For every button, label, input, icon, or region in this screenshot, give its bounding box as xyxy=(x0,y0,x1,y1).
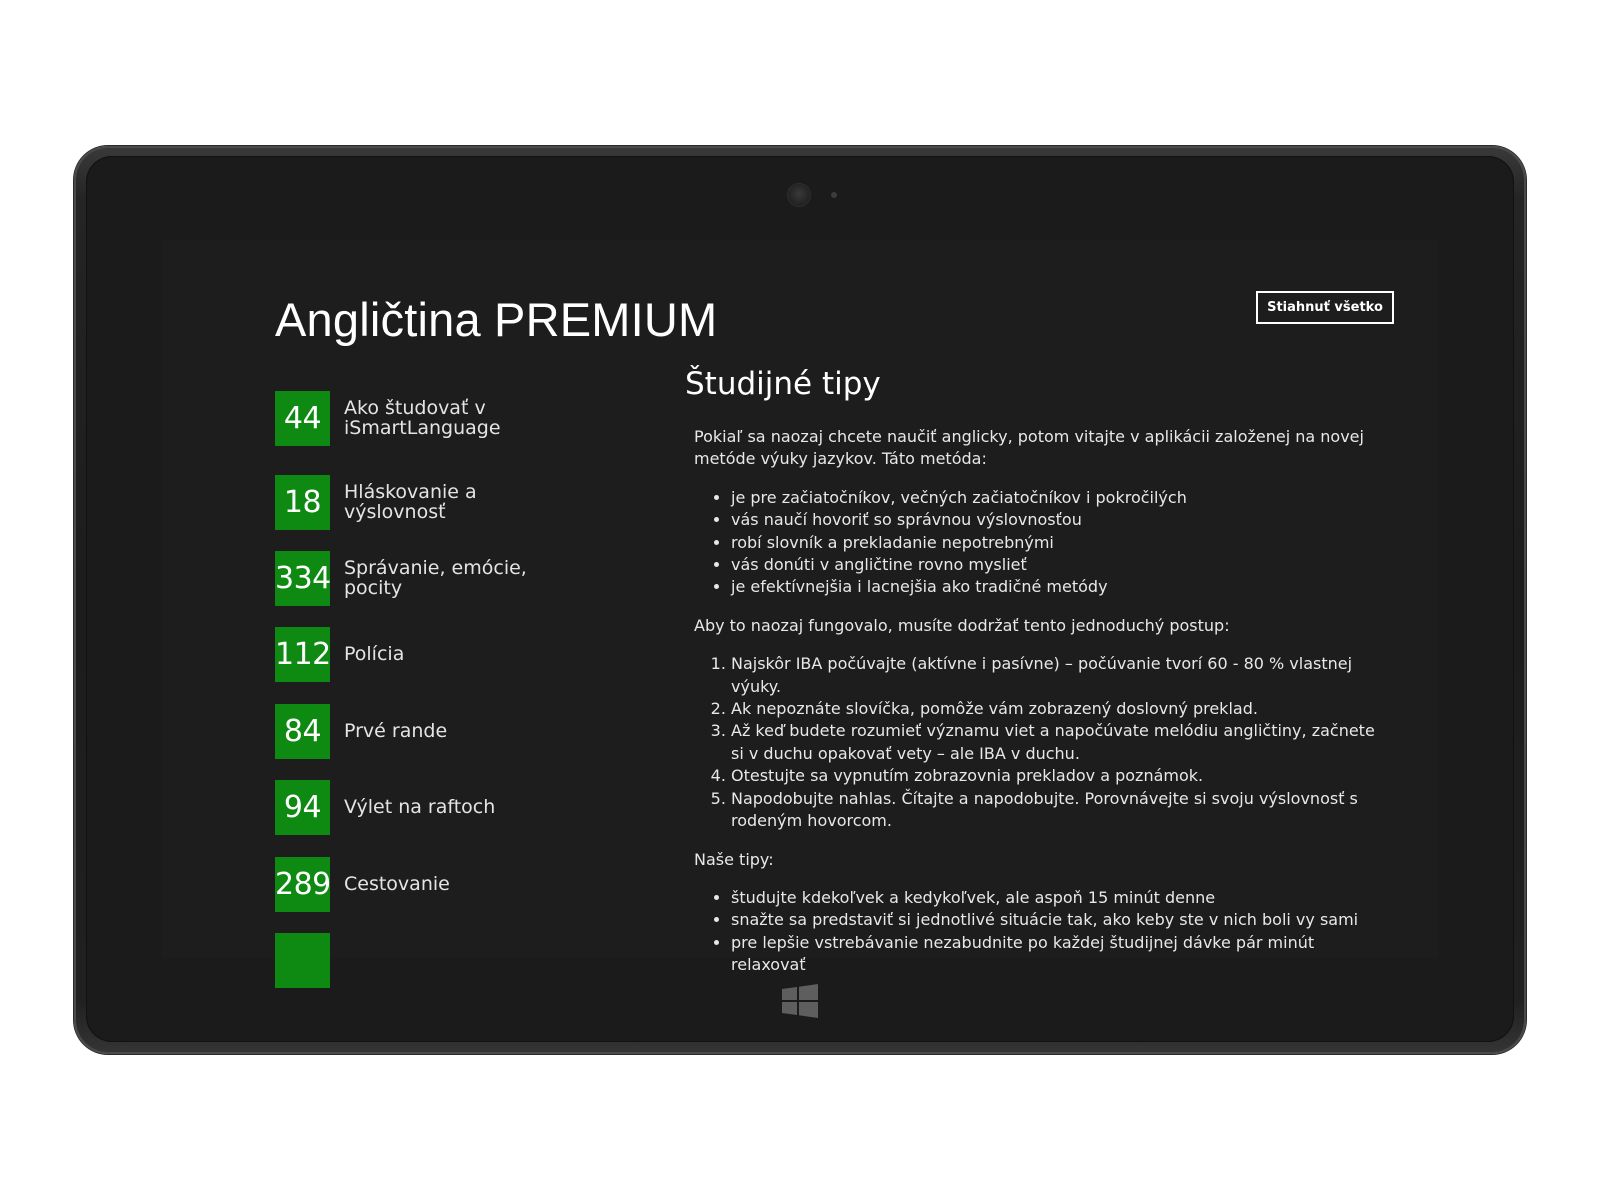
procedure-intro: Aby to naozaj fungovalo, musíte dodržať tento jednoduchý postup: xyxy=(694,615,1230,635)
download-all-button[interactable]: Stiahnuť všetko xyxy=(1256,291,1394,324)
list-item: • robí slovník a prekladanie nepotrebnými xyxy=(731,532,1375,554)
lesson-count-tile: 112 xyxy=(275,627,330,682)
procedure-steps-list xyxy=(694,653,1375,832)
list-item: • je pre začiatočníkov, večných začiatočníkov i pokročilých xyxy=(731,487,1375,509)
lesson-item[interactable] xyxy=(275,703,447,759)
list-item: 1. Najskôr IBA počúvajte (aktívne i pasívne) – počúvanie tvorí 60 - 80 % vlastnej výuky. xyxy=(731,653,1375,698)
lesson-item[interactable] xyxy=(275,550,574,606)
our-tips-list xyxy=(694,887,1375,977)
lesson-item[interactable] xyxy=(275,390,574,446)
study-tips-panel xyxy=(685,366,1375,993)
lesson-name: Výlet na raftoch xyxy=(344,796,496,818)
lesson-count-tile: 44 xyxy=(275,391,330,446)
list-item: • študujte kdekoľvek a kedykoľvek, ale aspoň 15 minút denne xyxy=(731,887,1375,909)
tips-intro: Pokiaľ sa naozaj chcete naučiť anglicky, potom vitajte v aplikácii založenej na novej metóde výuky jazykov. Táto metóda: xyxy=(694,427,1364,469)
lesson-item[interactable] xyxy=(275,856,450,912)
lesson-count-tile: 84 xyxy=(275,704,330,759)
lesson-count-tile: 18 xyxy=(275,475,330,530)
windows-logo-icon[interactable] xyxy=(782,984,818,1018)
lesson-name: Cestovanie xyxy=(344,873,450,895)
lesson-item[interactable] xyxy=(275,626,404,682)
lesson-item-partial[interactable] xyxy=(275,932,330,988)
light-sensor xyxy=(831,192,837,198)
lesson-count-tile xyxy=(275,933,330,988)
list-item: 4. Otestujte sa vypnutím zobrazovnia prekladov a poznámok. xyxy=(731,765,1375,787)
lesson-name: Správanie, emócie, pocity xyxy=(344,557,527,599)
app-screen xyxy=(162,240,1438,975)
our-tips-intro: Naše tipy: xyxy=(694,849,774,869)
lesson-name: Polícia xyxy=(344,643,405,665)
lesson-name: Prvé rande xyxy=(344,720,448,742)
lesson-name: Hláskovanie a výslovnosť xyxy=(344,481,477,523)
list-item: • pre lepšie vstrebávanie nezabudnite po každej študijnej dávke pár minút relaxovať xyxy=(731,932,1375,977)
lesson-name: Ako študovať v iSmartLanguage xyxy=(344,397,501,439)
tips-title: Študijné tipy xyxy=(685,366,881,402)
method-points-list xyxy=(694,487,1375,599)
lesson-count-tile: 94 xyxy=(275,780,330,835)
list-item: • vás naučí hovoriť so správnou výslovnosťou xyxy=(731,509,1375,531)
lesson-item[interactable] xyxy=(275,474,574,530)
list-item: 2. Ak nepoznáte slovíčka, pomôže vám zobrazený doslovný preklad. xyxy=(731,698,1375,720)
lesson-count-tile: 334 xyxy=(275,551,330,606)
list-item: 3. Až keď budete rozumieť významu viet a napočúvate melódiu angličtiny, začnete si v duchu opakovať vety – ale IBA v duchu. xyxy=(731,720,1375,765)
list-item: • vás donúti v angličtine rovno myslieť xyxy=(731,554,1375,576)
app-title: Angličtina PREMIUM xyxy=(275,293,718,346)
lesson-count-tile: 289 xyxy=(275,857,330,912)
list-item: 5. Napodobujte nahlas. Čítajte a napodobujte. Porovnávejte si svoju výslovnosť s rodeným hovorcom. xyxy=(731,788,1375,833)
list-item: • je efektívnejšia i lacnejšia ako tradičné metódy xyxy=(731,576,1375,598)
lesson-item[interactable] xyxy=(275,779,495,835)
list-item: • snažte sa predstaviť si jednotlivé situácie tak, ako keby ste v nich boli vy sami xyxy=(731,909,1375,931)
tips-body xyxy=(685,426,1375,977)
camera-icon xyxy=(788,184,810,206)
